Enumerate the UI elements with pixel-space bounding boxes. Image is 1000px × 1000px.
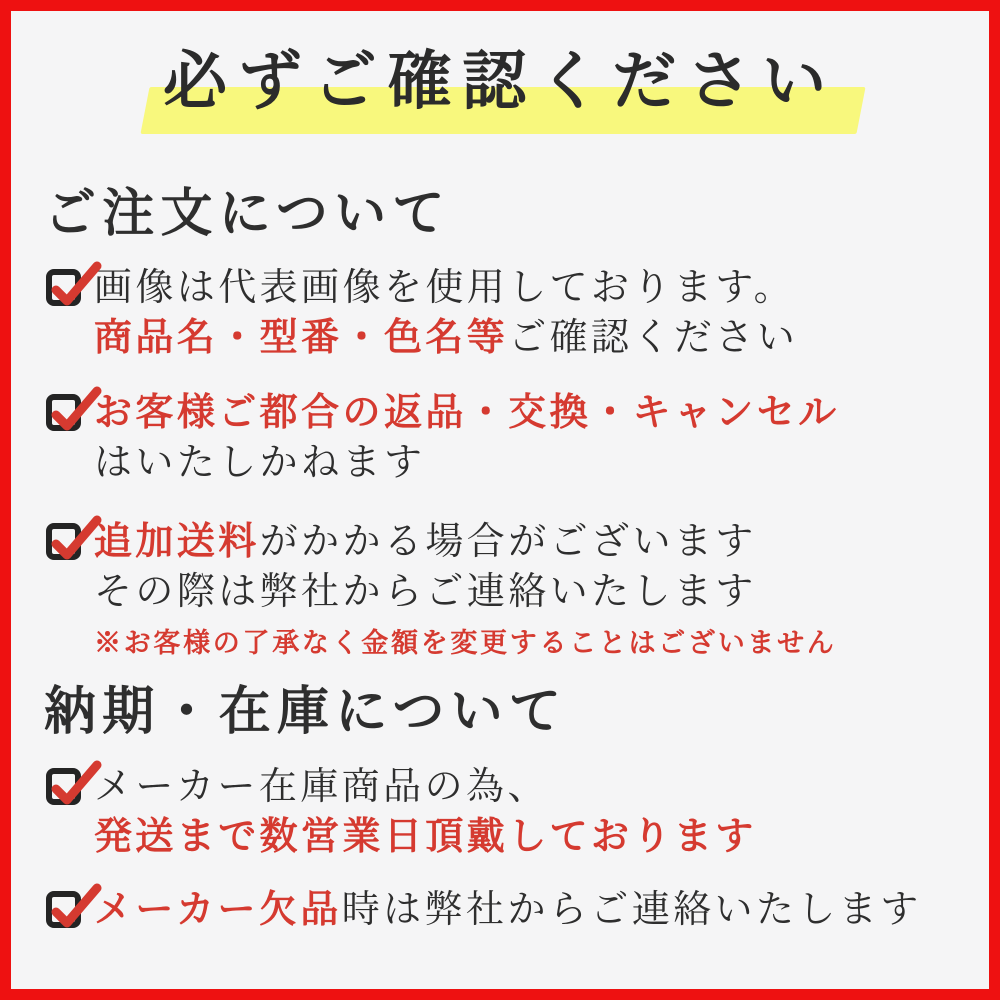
item-text-segment: 画像は代表画像を使用しております。 [94, 265, 796, 309]
checklist-item-maker-shortage [46, 884, 922, 934]
checkbox-checked-icon [46, 269, 81, 306]
item-text [94, 387, 840, 487]
item-text-segment: 追加送料 [94, 518, 260, 563]
item-line [94, 262, 798, 312]
page-title: 必ずご確認ください [163, 44, 837, 119]
red-check-icon [49, 386, 105, 436]
checklist-item-maker-stock [46, 761, 757, 861]
item-text [94, 761, 757, 861]
item-text [94, 516, 837, 662]
item-text-segment: メーカー在庫商品の為、 [94, 764, 549, 808]
item-text-segment: がかかる場合がございます [259, 519, 757, 563]
item-text-segment: ※お客様の了承なく金額を変更することはございません [94, 628, 837, 659]
item-line [94, 516, 837, 566]
item-line [94, 387, 840, 437]
checklist-item-returns [46, 387, 840, 487]
checkbox-checked-icon [46, 394, 81, 431]
red-check-icon [49, 883, 105, 933]
item-text-segment: その際は弊社からご連絡いたします [94, 569, 757, 613]
item-line [94, 761, 757, 811]
item-line [94, 884, 922, 934]
checkbox-checked-icon [46, 768, 81, 805]
item-line [94, 811, 757, 861]
red-check-icon [49, 760, 105, 810]
item-text-segment: メーカー欠品 [94, 886, 342, 931]
item-text-segment: はいたしかねます [94, 440, 426, 484]
item-text-segment: お客様ご都合の返品・交換・キャンセル [94, 389, 840, 434]
item-text-segment: 時は弊社からご連絡いたします [341, 887, 922, 931]
item-line [94, 312, 798, 362]
checklist-item-extra-shipping [46, 516, 837, 662]
red-check-icon [49, 515, 105, 565]
item-note-line [94, 626, 837, 662]
item-text-segment: 商品名・型番・色名等 [94, 314, 509, 359]
checkbox-checked-icon [46, 891, 81, 928]
item-line [94, 566, 837, 616]
item-line [94, 437, 840, 487]
item-text-segment: 発送まで数営業日頂戴しております [94, 813, 757, 858]
section-heading-delivery-stock: 納期・在庫について [44, 681, 568, 742]
item-text-segment: ご確認ください [508, 315, 799, 359]
checkbox-checked-icon [46, 523, 81, 560]
item-text [94, 884, 922, 934]
section-heading-orders: ご注文について [44, 183, 451, 244]
item-text [94, 262, 798, 362]
checklist-item-representative-image [46, 262, 798, 362]
red-check-icon [49, 261, 105, 311]
